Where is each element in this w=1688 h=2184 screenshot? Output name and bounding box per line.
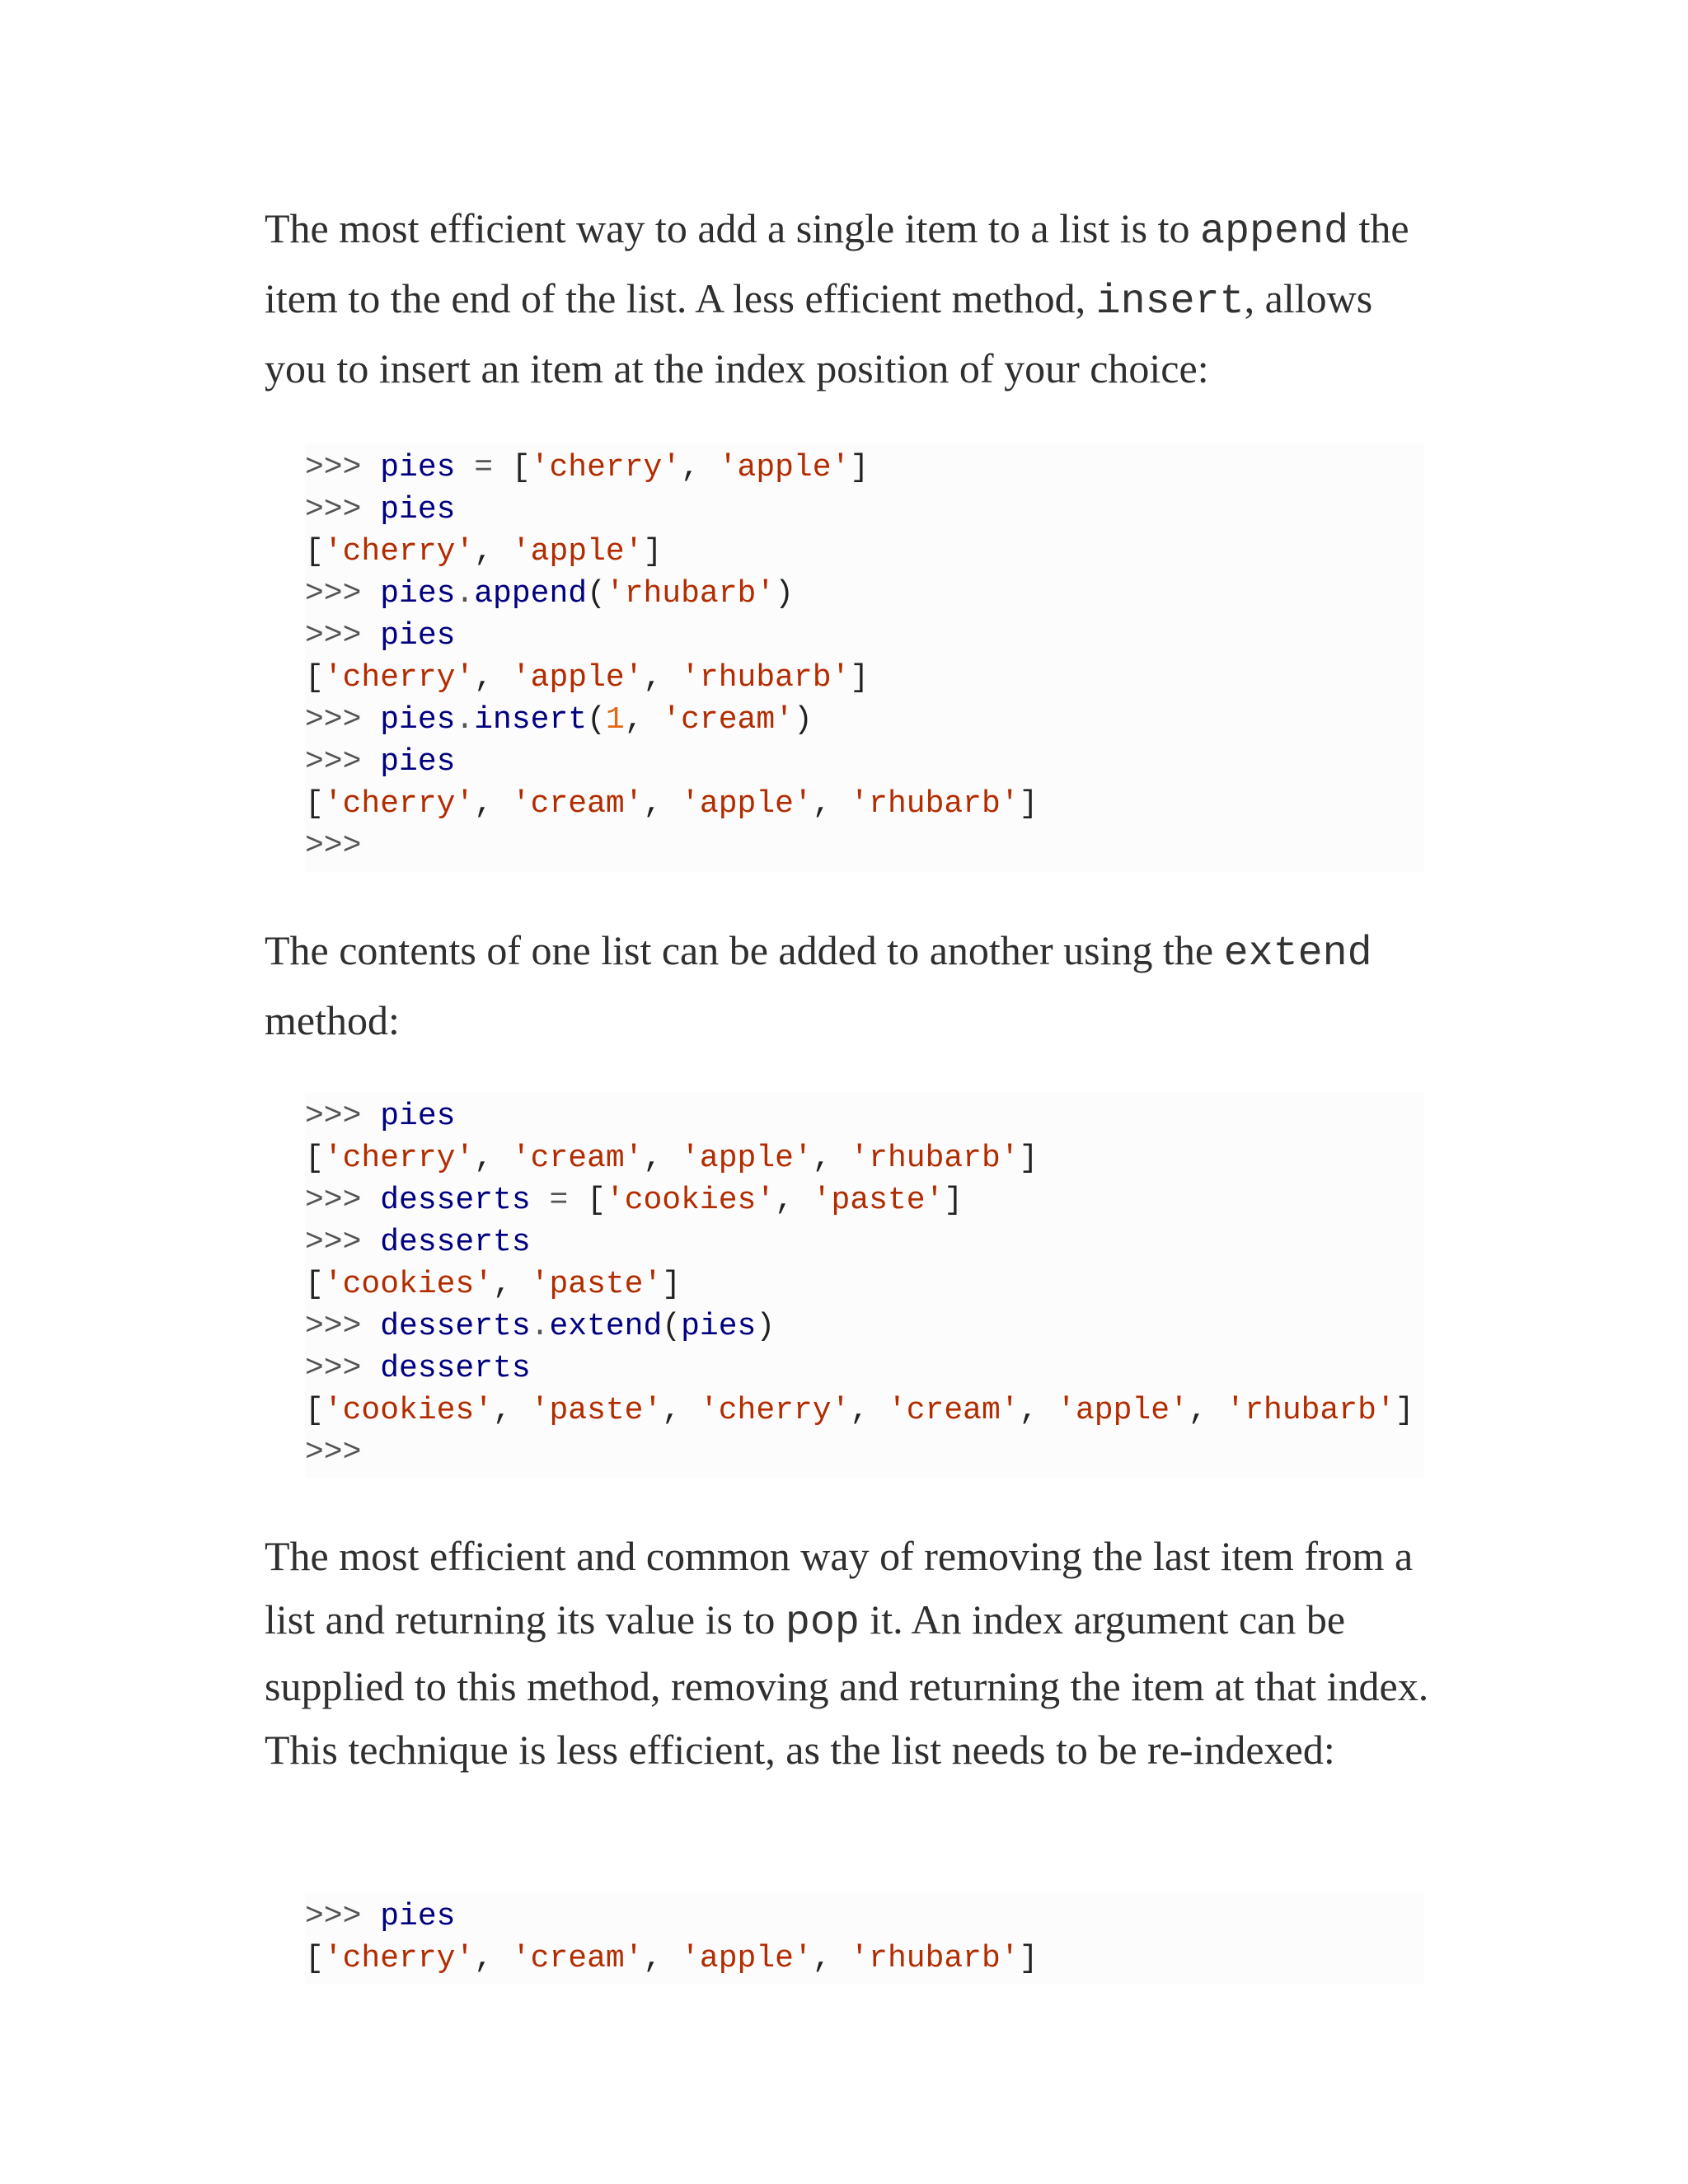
code-token: 'rhubarb' [605,576,776,612]
code-token: pies [681,1309,757,1344]
code-token: 'cherry' [323,534,475,569]
code-token: 'apple' [681,786,813,822]
code-token: ] [1395,1393,1414,1428]
code-input-line [305,1221,1424,1263]
code-input-line [305,489,1424,531]
code-token: extend [549,1309,663,1344]
code-token: 'cream' [511,786,644,822]
code-input-line [305,1095,1424,1137]
p1-text-2: the item to the end of the list. A less efficient method, [265,205,1409,321]
code-block-extend [305,1092,1424,1479]
code-output-line [305,783,1424,825]
code-token: , [474,1941,512,1976]
code-token: , [1019,1393,1057,1428]
code-token: 'cherry' [699,1393,851,1428]
code-output-line [305,1137,1424,1179]
code-token: ] [1019,786,1039,822]
code-block-pop [305,1892,1424,1985]
code-token: 'cream' [887,1393,1020,1428]
code-token: >>> [305,1899,381,1934]
p2-text-1: The contents of one list can be added to another using the [265,927,1224,973]
code-token: 'rhubarb' [681,660,851,696]
code-token: >>> [305,1183,381,1218]
p2-text-2: method: [265,997,400,1043]
code-token: 'cherry' [323,786,475,822]
code-token: 'paste' [530,1267,663,1302]
code-token: ] [850,450,870,485]
code-token: pies [380,702,456,738]
code-token: desserts [380,1225,531,1260]
code-token: >>> [305,618,381,654]
code-token: , [681,450,719,485]
code-token: >>> [305,1435,362,1470]
code-token: >>> [305,744,381,780]
code-token: 'cherry' [323,1941,475,1976]
code-token: . [455,576,475,612]
code-token: 'cream' [511,1941,644,1976]
code-token: , [643,1941,682,1976]
code-token: 'cherry' [530,450,682,485]
code-token: 'apple' [511,660,644,696]
code-output-line [305,1938,1424,1980]
code-token: 'paste' [530,1393,663,1428]
code-input-line [305,1347,1424,1390]
code-token: , [474,660,512,696]
code-input-line [305,1305,1424,1347]
code-output-line [305,531,1424,573]
code-token: 'apple' [681,1141,813,1176]
code-token: , [493,1267,531,1302]
p1-text-3: , allows you to insert an item at the index position of your choice: [265,275,1373,391]
code-token: >>> [305,828,362,864]
code-token: >>> [305,1351,381,1386]
code-token: 'rhubarb' [850,1141,1020,1176]
code-token: >>> [305,702,381,738]
paragraph-pop [265,1525,1435,1782]
inline-code-pop: pop [785,1600,860,1647]
code-token: ] [662,1267,682,1302]
code-token: 'apple' [1057,1393,1189,1428]
code-token: , [474,534,512,569]
code-token: ] [643,534,663,569]
code-token: = [455,450,512,485]
code-token: , [812,1141,851,1176]
code-token: , [624,702,663,738]
code-token: 1 [605,702,625,738]
code-token: desserts [380,1183,531,1218]
code-token: [ [305,786,324,822]
code-token: pies [380,576,456,612]
paragraph-extend [265,917,1435,1053]
code-token: 'rhubarb' [850,1941,1020,1976]
code-token: ( [662,1309,682,1344]
code-token: . [455,702,475,738]
code-token: . [530,1309,550,1344]
code-input-line [305,573,1424,615]
code-token: , [643,1141,682,1176]
code-token: [ [305,1141,324,1176]
inline-code-append: append [1199,209,1348,255]
code-token: , [1188,1393,1226,1428]
code-token: , [643,660,682,696]
code-input-line [305,1896,1424,1938]
code-token: , [662,1393,700,1428]
code-token: 'cream' [511,1141,644,1176]
code-token: ] [850,660,870,696]
code-token: ( [587,702,606,738]
code-token: 'apple' [681,1941,813,1976]
code-token: 'rhubarb' [1226,1393,1395,1428]
code-input-line [305,615,1424,657]
code-token: 'cookies' [323,1393,494,1428]
code-token: 'rhubarb' [850,786,1020,822]
code-token: pies [380,744,456,780]
code-token: , [474,1141,512,1176]
code-token: ] [1019,1941,1039,1976]
p3-text-2: it. An index argument can be supplied to this method, removing and returning the item at that index. This technique is less efficient, as the list needs to be re-indexed: [265,1596,1429,1773]
code-token: [ [305,534,324,569]
code-input-line [305,741,1424,783]
code-token: , [812,786,851,822]
code-token: [ [305,1393,324,1428]
code-token: , [474,786,512,822]
code-token: >>> [305,450,381,485]
code-token: 'cherry' [323,660,475,696]
code-token: ] [944,1183,964,1218]
p3-text-1: The most efficient and common way of removing the last item from a list and returning its value is to [265,1533,1414,1643]
code-token: 'cookies' [605,1183,776,1218]
code-token: pies [380,1099,456,1134]
code-token: >>> [305,1309,381,1344]
code-token: [ [511,450,531,485]
code-token: ( [587,576,606,612]
p1-text-1: The most efficient way to add a single item to a list is to [265,205,1200,251]
code-token: 'paste' [812,1183,945,1218]
code-token: , [493,1393,531,1428]
code-token: desserts [380,1309,531,1344]
code-output-line [305,1263,1424,1305]
code-token: pies [380,492,456,527]
code-token: pies [380,618,456,654]
code-token: ) [756,1309,776,1344]
code-token: 'cream' [662,702,794,738]
code-token: [ [305,660,324,696]
code-token: ) [775,576,794,612]
code-token: [ [305,1267,324,1302]
code-input-line [305,825,1424,867]
code-block-append-insert [305,443,1424,872]
code-token: >>> [305,1099,381,1134]
code-token: 'apple' [511,534,644,569]
paragraph-append-insert [265,195,1435,401]
code-token: 'cherry' [323,1141,475,1176]
code-token: >>> [305,1225,381,1260]
code-token: , [643,786,682,822]
code-output-line [305,657,1424,699]
code-token: >>> [305,492,381,527]
code-token: insert [474,702,588,738]
code-token: pies [380,450,456,485]
code-token: [ [305,1941,324,1976]
code-input-line [305,699,1424,741]
code-token: ] [1019,1141,1039,1176]
code-token: = [530,1183,588,1218]
code-token: >>> [305,576,381,612]
code-token: , [812,1941,851,1976]
code-input-line [305,447,1424,489]
code-token: [ [587,1183,606,1218]
code-input-line [305,1179,1424,1221]
inline-code-insert: insert [1095,279,1245,326]
code-output-line [305,1390,1424,1432]
inline-code-extend: extend [1223,930,1372,977]
code-token: append [474,576,588,612]
code-input-line [305,1432,1424,1474]
code-token: , [850,1393,888,1428]
code-token: ) [793,702,813,738]
code-token: 'cookies' [323,1267,494,1302]
code-token: 'apple' [718,450,851,485]
code-token: desserts [380,1351,531,1386]
code-token: , [775,1183,813,1218]
code-token: pies [380,1899,456,1934]
